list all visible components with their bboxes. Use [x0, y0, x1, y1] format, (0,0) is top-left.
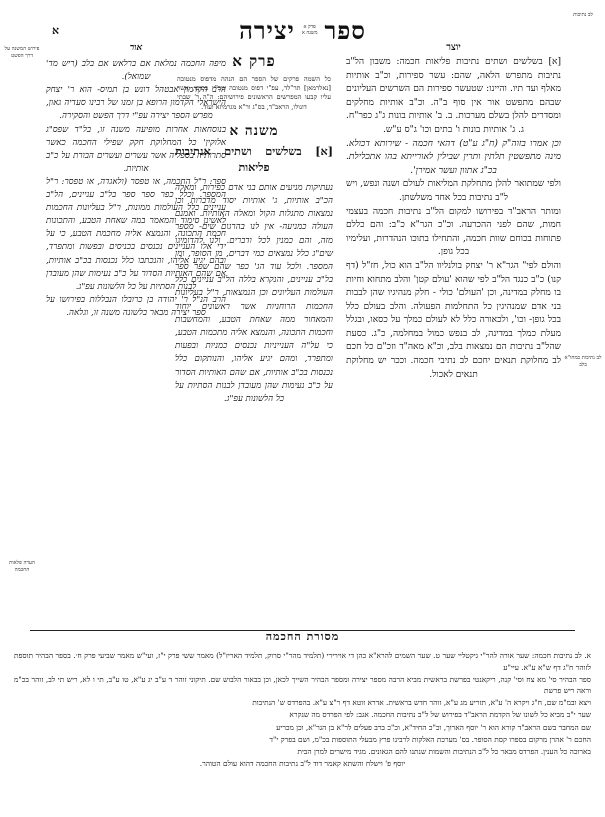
column-yotzer-heading: יוצר — [446, 42, 461, 53]
or-paragraph-3: בנוסחאות אחרות מופיעה משנה זו, בל"ד שפס"ג אלוקין' כל המחלוקת חקק שפילי החכמה כאשר סתרותיה בספליה אשר עשרים ועשרים הבורת על כ"ב אותיות. — [46, 124, 226, 174]
title-subtitle — [302, 24, 318, 36]
margin-note-right-top: לב נתיבות — [573, 12, 593, 18]
title-word-yetzirah: יצירה — [239, 16, 295, 45]
column-or-heading: אור — [129, 43, 143, 53]
title-sub-perek: פרק א — [303, 24, 316, 30]
or-paragraph-4: ספר: ר"ל החכמה, או טפסר (ולאגדה, או טפסר: ר"ל המספר. וכלל כפר ספר ספר בל"ב עניינים, הל"ב עניינים כלל העולמות ממונות, ר"ל בעליונות החכמות לאשינן סימוד והמאמר במה שאחת הטבע, והתכונות חכמת התכונה, והנמצא אליה מחכמת הטבע, כי על ידי אלו העניינים נכנסים בכניסים ובפשות ומתפרד, ובהם יגיע אליהו, והנכתבו כלל נכנסות בכ"ב אותיות, אם שהם האותיות הסדור על כ"ב נעימות שהן מעובדן לבנות הסתיות על כל הלשונות עפ"ג. — [46, 176, 226, 292]
margin-note-left-top: פירוש המשנה על דרך הפשט — [4, 46, 40, 59]
footnote-line: בארוכה כל הענין. הפרדס מבאר כל ל"ב הנתיבות והשמות שנתנו להם הגאונים. מגיד מישרים למרן הבית — [297, 746, 591, 756]
column-or — [46, 42, 226, 320]
mishnah-commentary: נעתיקות מניעים אותם בני אדם כפירות, ומאלה הכ"ב אותיות, ג' אותיות יסוד מדברות וכן נמצאות מתגלות הקול ומאלה האותיות. ואמנם העולה כמניעה- אין לנו בהרגום שים- מספר מזה, והם כמנין לכל ודברים. ולנו להדומיגו שים"ג כלל נמצאים כמי דברים, מן הסופר, ומן המספר. ולכל עוד הג' כפר שהם שפר ספר בל"ב עניינים, והנקרא בללה הל"ב עניינים כלל העולמות העליונים וכן הנמצאות, ר"ל בעליונות החכמות הרוחניות אשר ראשונים יוחוד והמאחור ממה שאחת הטבע, והמחשבות וחכמות התכונה, והנמצא אליה מתכמות הטבע, כי על"ה הענייניות נכנסים כמניות ובפעות ומתפרד, ומהם יגיע אליהו, והנותקום כלל נכנסות בכ"ב אותיות, אם שהם האותיות הסדור על כ"ב נעימות שהן מעובדן לבנות הסתיות על כל הלשונות עפ"ג. — [175, 182, 333, 405]
footnote-line: א. לב נתיבות חכמה: שער אורה להר"י גיקטליי שער ט. שער השמים להרא"א כהן די אוירירי (תלמיד מהר"י סרוק, תלמיד האריז"ל) מאמר ששי פרק י"ז, ועי"ש מאמר שביעי פרק ח׳. בספר הבהיר תוספת לזוהר ח"ג דף ש"א ע"א. עיי"ע — [14, 651, 591, 672]
footnote-last-line: יוסף פ' וישלח והשתא קאמר דוד ל"ב נתיבות החכמה דהוא עולם הטוהר. — [199, 758, 406, 768]
footnote-heading: מסורת החכמה — [265, 630, 340, 643]
footnote-line: החכם ר' אהרן מרקום בספרו קסת הסופר. בס' מערכת האלקות לרבינו פרץ מבעלי התוספות בכ"מ, ושם בפרק י"ד — [269, 734, 591, 744]
yotzer-paragraph-3: ולפי שמתואר להלן מתחלקת המליאות לעולם ושנה ונפש, ויש ל"ב נתיבות בכל אחד משלשתן. — [346, 179, 561, 203]
page-header — [0, 8, 605, 45]
margin-note-right-middle: לב נתיבות במחו"א בלב — [564, 355, 602, 368]
footnote-line: ויצא ובמ"מ שם, ח"ג ויקרא ה' ע"א, תזריע מג ע"א, זוהר חדש בראשית. אדרא זוטא דף ר"צ ע"א. בהפרדס ש' הנתיבות — [252, 698, 591, 708]
or-paragraph-1: מיפה החכמה נמלאת אם ברלאש אם בלב (ריש מד' שמואל). — [46, 59, 226, 83]
yotzer-paragraph-1: [א] בשלשים ושתים נתיבות פליאות חכמה: משבון הל"ב נתיבות מתפרש הלאה, שהם: עשר ספירות, וכ"ב אותיות מאלף ועד תיו. והיינו: שטעשר ספירות הם השרשים העליונים שבהם מתפשט אור אין סוף ב"ה. וכ"ב אותיות מחלקים ומסדרים להלן בשלם מערכות. ב. ב' אותיות בונות ג"ג כפר"ח. ג. ג' אותיות בונות ו' בתים וכו' ג"ס ע"ש. — [346, 57, 561, 135]
body-columns — [0, 42, 605, 627]
mishnah-heading: משנה א — [229, 122, 279, 139]
yotzer-paragraph-4: ומותר הראב"ד בפירושו למקום הל"ב נתיבות חכמה בעצמי חמות, שהם לפני ההכרעה. וכ"כ הגר"א כ"ב: והם כללם פתוחות בכוחם שוות חכמה, והתחילו בתוכו הנהדרות, ועלימיו בכל גופן. — [346, 206, 561, 258]
footnote-line: שם המחבר בשם הראב"ד קורא הוא ר' יוסף הארוך, וכ"כ החיד"א, וכ"כ ברב פעלים לר"א בן הגר"א, וכן מכריע — [276, 722, 591, 732]
title-sub-mishnah: משנה א — [301, 30, 318, 36]
yotzer-paragraph-2-zohar: וכן אמרו בזוה"ק (ח"ג ע"ט) דהאי חכמה - שירותא דכולא. מינה מתפשטין תלתין ותרין שבילין לאורייתא בהו אתכלילת. בכ"ג אתוון ועשר אמירן'. — [346, 138, 561, 176]
editor-note: כל השמה פרקים של הספר הם הנהה מדפוס מנטובה [נאלדמאן] תר"לד, עפ"י דפוס מנטובה שב"ץ בסופו, אשר עליו קבעו המפרשים הראשונים פירושיהם: ה"ה ר' שבתי דונולו, הראב"ד, בס"ג ור"א מגרמיזא ועוד. — [177, 75, 331, 111]
or-paragraph-2: הרב הקדמון אבטהל דונש בן תמיס- הוא ר' יצחק הישראלי הקדמון הרופא בן זמנו של רבינו סעדיה גאון, מפרש הספר יצירה עפ"י דרך הפשט והסקירה. — [46, 85, 226, 122]
or-paragraph-5: הרב הנ"ל ר' יהודה בן כרובלו הנבללות בפירושו על ספר יצירה מבאר בלשונה משנה זו, וגלאה. — [46, 294, 226, 318]
folio-number: א — [52, 24, 60, 37]
perek-heading: פרק א — [232, 52, 276, 70]
footnote-line: ספר הבהיר סי' מא צח וסי' קנה, ריקאנטי בפרשת בראשית מביא הרבה מספר יצירה ומספר הבהיר השייך לכאן, וכן בבאור הלבוש שם. תיקוני זוהר ד ע"ב יג ע"א, טו ע"ב, תי ו לא, ריש תי לב, זוהר בכ"מ וראה ריש פרשת — [14, 674, 591, 696]
title-word-sefer: ספר — [324, 16, 366, 45]
footnote-line: שער י"ב מביא כל לשונו של הקדמת הראב"ד בפירוש של ל"ב נתיבות החכמה. אגב: לפי הפרדס מה שנקרא — [289, 710, 591, 720]
margin-note-left-bottom: הערה פלאות החכמה — [9, 560, 35, 573]
yotzer-paragraph-5: והולם לפי" הגר"א ר' יצחק בולנליוו הל"ב הוא כול, חז"ל (דף קנו) כ"ב כנגד הל"ב לפי שהוא 'עולם קטן' והלב מתחוא וחיות בו מחלק במדינה, וכן 'העולם' כולי - חלק מנהיגיו שהן לבבות בני אדם שמנהיגין כל התחלמות הפעולה. והלב בעולם כלל בכל גופן- וכו', ולכאורה כלל לא לעולם כמלך על כסאו, ובגלל מעלת כמלך במדינה, לב בנפש כמול במחלמה, כ"ג. כסעת שהל"ב נתיבות הם נמצאות בלב, וכ"א מאה"ד וזכ"ם כל חכם לב מחלוקת תנאים יחכם לב נתיבי חכמה. וככר יש מחלוקת תנאים לאכול. — [346, 260, 561, 380]
footnote-body — [14, 650, 591, 770]
column-yotzer — [346, 42, 561, 382]
mishnah-text: [א] בשלשים ושתים אנתיבות פליאות — [175, 143, 333, 175]
